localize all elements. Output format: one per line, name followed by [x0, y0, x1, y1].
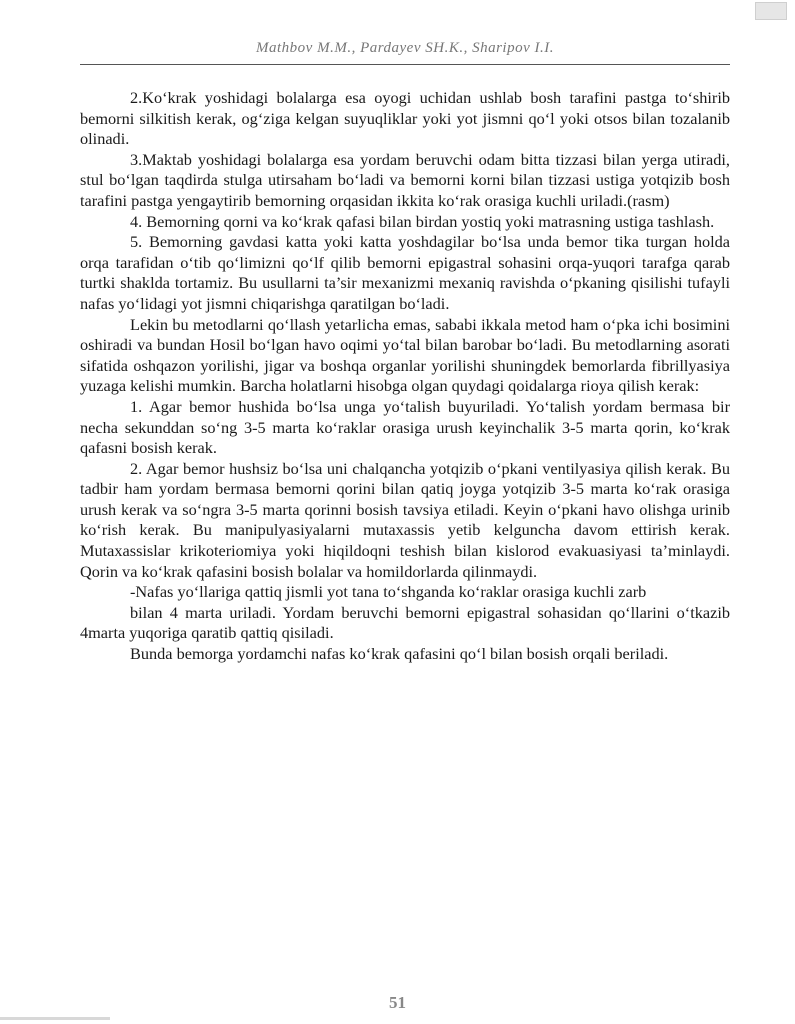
- paragraph-6: 1. Agar bemor hushida bo‘lsa unga yo‘talish buyuriladi. Yo‘talish yordam bermasa bir necha sekunddan so‘ng 3-5 marta ko‘raklar orasiga urush keyinchalik 3-5 marta qorin, ko‘krak qafasni bosish kerak.: [80, 396, 730, 458]
- paragraph-9: bilan 4 marta uriladi. Yordam beruvchi bemorni epigastral sohasidan qo‘llarini o‘tkazib 4marta yuqoriga qaratib qattiq qisiladi.: [80, 602, 730, 643]
- page-number: 51: [389, 993, 406, 1012]
- paragraph-7: 2. Agar bemor hushsiz bo‘lsa uni chalqancha yotqizib o‘pkani ventilyasiya qilish kerak. Bu tadbir ham yordam bermasa bemorni qorini bilan qatiq joyga yotqizib 3-5 marta ko‘rak orasiga urush kerak va so‘ngra 3-5 marta qorinni bosish tavsiya etiladi. Keyin o‘pkani havo olishga urinib ko‘rish kerak. Bu manipulyasiyalarni mutaxassis yetib kelguncha davom ettirish kerak. Mutaxassislar krikoteriomiya yoki hiqildoqni teshish bilan kislorod evakuasiyasi ta’minlaydi. Qorin va ko‘krak qafasini bosish bolalar va homildorlarda qilinmaydi.: [80, 458, 730, 581]
- paragraph-10: Bunda bemorga yordamchi nafas ko‘krak qafasini qo‘l bilan bosish orqali beriladi.: [130, 644, 669, 664]
- paragraph-1: 2.Ko‘krak yoshidagi bolalarga esa oyogi uchidan ushlab bosh tarafini pastga to‘shirib bemorni silkitish kerak, og‘ziga kelgan suyuqliklar yoki yot jismni qo‘l yoki otsos bilan tozalanib olinadi.: [80, 88, 730, 149]
- paragraph-3: 4. Bemorning qorni va ko‘krak qafasi bilan birdan yostiq yoki matrasning ustiga tashlash.: [130, 211, 715, 231]
- scan-corner-mark: [755, 2, 787, 20]
- paragraph-5: Lekin bu metodlarni qo‘llash yetarlicha emas, sababi ikkala metod ham o‘pka ichi bosimini oshiradi va bundan Hosil bo‘lgan havo oqimi yo‘tal bilan barobar bo‘ladi. Bu metodlarning asorati sifatida oshqazon yorilishi, jigar va boshqa organlar yorilishi shuningdek bemorlarda fibrillyasiya yuzaga kelishi mumkin. Barcha holatlarni hisobga olgan quydagi qoidalarga rioya qilish kerak:: [80, 314, 730, 396]
- paragraph-8: -Nafas yo‘llariga qattiq jismli yot tana to‘shganda ko‘raklar orasiga kuchli zarb: [130, 582, 647, 602]
- paragraph-4: 5. Bemorning gavdasi katta yoki katta yoshdagilar bo‘lsa unda bemor tika turgan holda orqa tarafidan o‘tib qo‘limizni qo‘lf qilib bemorni epigastral sohasini orqa-yuqori tarafga qarab turtki shaklda tortamiz. Bu usullarni ta’sir mexanizmi mexaniq ravishda o‘pkaning qisilishi tufayli nafas yo‘lidagi yot jismni chiqarishga qaratilgan bo‘ladi.: [80, 232, 730, 313]
- scan-bottom-mark: [0, 1017, 110, 1020]
- paragraph-2: 3.Maktab yoshidagi bolalarga esa yordam beruvchi odam bitta tizzasi bilan yerga utiradi, stul bo‘lgan taqdirda stulga utirsaham bo‘ladi va bemorni korni bilan tizzasi ustiga yotqizib bosh tarafini pastga yengaytirib bemorning orqasidan ikkita ko‘rak orasiga kuchli uriladi.(rasm): [80, 149, 730, 210]
- running-header: Mathbov M.M., Pardayev SH.K., Sharipov I.I.: [256, 40, 554, 56]
- header-rule: [80, 64, 730, 65]
- body-text: [80, 88, 730, 665]
